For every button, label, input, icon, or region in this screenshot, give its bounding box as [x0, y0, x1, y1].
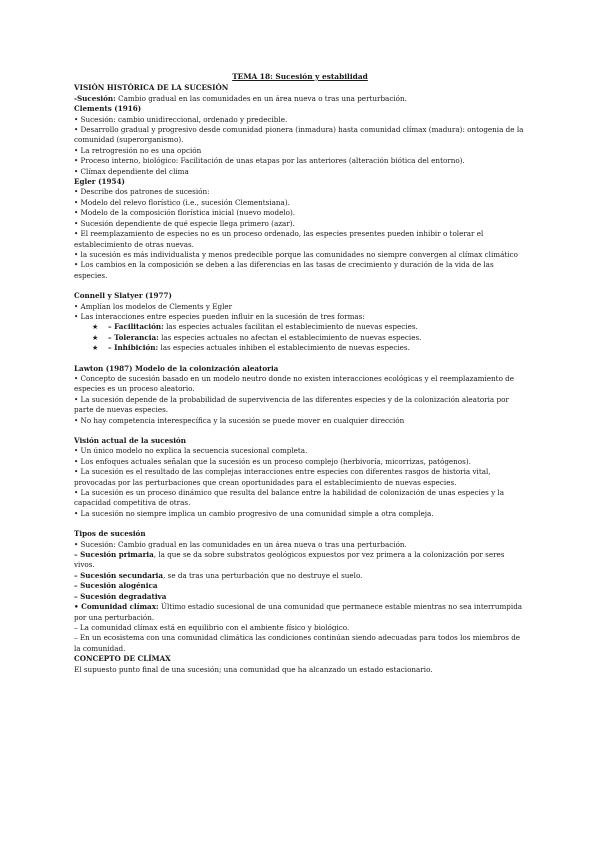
- list-item: • Proceso interno, biológico: Facilitación de unas etapas por las anteriores (alteración biótica del entorno).: [74, 156, 465, 166]
- list-item: • Un único modelo no explica la secuencia sucesional completa.: [74, 446, 308, 456]
- concepto-climax-text: El supuesto punto final de una sucesión; una comunidad que ha alcanzado un estado estacionario.: [74, 664, 433, 674]
- list-item: • La sucesión depende de la probabilidad de supervivencia de las diferentes especies y de la colonización aleatoria por parte de nuevas especies.: [74, 394, 509, 415]
- star-item-text: las especies actuales facilitan el establecimiento de nuevas especies.: [163, 322, 418, 332]
- list-item: • La sucesión es un proceso dinámico que resulta del balance entre la habilidad de colonización de unas especies y la capacidad competitiva de otras.: [74, 488, 505, 508]
- secundaria-label: – Sucesión secundaria: [74, 570, 164, 580]
- list-item: • Los cambios en la composición se deben a las diferencias en las tasas de crecimiento y duración de la vida de las especies.: [74, 260, 494, 280]
- sucesion-definition: [74, 94, 526, 104]
- list-item: • Sucesión: cambio unidireccional, ordenado y predecible.: [74, 114, 288, 124]
- sucesion-degradativa: – Sucesión degradativa: [74, 591, 167, 601]
- connell-heading: Connell y Slatyer (1977): [74, 291, 172, 301]
- star-icon: ★: [92, 343, 99, 353]
- list-item: • la sucesión es más individualista y menos predecible porque las comunidades no siempre convergen al clímax climático: [74, 249, 518, 259]
- star-item-text: las especies actuales inhiben el establecimiento de nuevas especies.: [158, 343, 410, 353]
- sucesion-primaria: [74, 550, 526, 571]
- list-item: • Los enfoques actuales señalan que la sucesión es un proceso complejo (herbivoría, micorrizas, patógenos).: [74, 456, 471, 466]
- star-item-text: las especies actuales no afectan el establecimiento de nuevas especies.: [158, 332, 422, 342]
- list-item: • Describe dos patrones de sucesión:: [74, 187, 210, 197]
- primaria-text: , la que se da sobre substratos geológicos expuestos por vez primera a la colonización por seres vivos.: [74, 550, 505, 570]
- comunidad-climax: [74, 602, 526, 623]
- climax-text: Último estadio sucesional de una comunidad que permanece estable mientras no sea interrumpida por una perturbación.: [74, 602, 523, 622]
- list-item: – En un ecosistema con una comunidad climática las condiciones continúan siendo adecuadas para todos los miembros de la comunidad.: [74, 633, 521, 653]
- climax-label: • Comunidad clímax:: [74, 602, 159, 612]
- list-item: • Desarrollo gradual y progresivo desde comunidad pionera (inmadura) hasta comunidad clímax (madura): ontogenia de la comunidad (superorganismo).: [74, 125, 524, 145]
- star-item-tolerancia: [74, 333, 526, 343]
- list-item: • Clímax dependiente del clima: [74, 166, 189, 176]
- star-item-facilitacion: [74, 322, 526, 332]
- sucesion-def-text: Cambio gradual en las comunidades en un área nueva o tras una perturbación.: [115, 93, 407, 103]
- star-icon: ★: [92, 332, 99, 342]
- vision-actual-heading: Visión actual de la sucesión: [74, 436, 186, 445]
- sucesion-alogenica: – Sucesión alogénica: [74, 581, 158, 591]
- list-item: • La retrogresión no es una opción: [74, 145, 202, 155]
- star-icon: ★: [92, 322, 99, 332]
- star-item-label: – Facilitación:: [108, 322, 164, 332]
- star-list: [74, 322, 526, 353]
- lawton-heading: Lawton (1987) Modelo de la colonización aleatoria: [74, 363, 279, 373]
- list-item: • Sucesión dependiente de qué especie llega primero (azar).: [74, 218, 295, 228]
- primaria-label: – Sucesión primaria: [74, 550, 154, 560]
- section-heading-historica: VISIÓN HISTÓRICA DE LA SUCESIÓN: [74, 83, 229, 93]
- star-item-inhibicion: [74, 343, 526, 353]
- list-item: • Las interacciones entre especies pueden influir en la sucesión de tres formas:: [74, 311, 365, 321]
- sucesion-def-label: -Sucesión:: [74, 93, 116, 103]
- page-title: TEMA 18: Sucesión y estabilidad: [232, 72, 368, 81]
- list-item: • Modelo de la composición florística inicial (nuevo modelo).: [74, 208, 296, 218]
- list-item: – La comunidad clímax está en equilibrio con el ambiente físico y biológico.: [74, 622, 350, 632]
- list-item: • Concepto de sucesión basado en un modelo neutro donde no existen interacciones ecológicas y el reemplazamiento de especies es un proceso aleatorio.: [74, 373, 515, 394]
- list-item: • La sucesión no siempre implica un cambio progresivo de una comunidad simple a otra compleja.: [74, 508, 434, 518]
- list-item: • No hay competencia interespecífica y la sucesión se puede mover en cualquier dirección: [74, 415, 405, 425]
- concepto-climax-heading: CONCEPTO DE CLÍMAX: [74, 654, 171, 664]
- list-item: • La sucesión es el resultado de las complejas interacciones entre especies con diferentes rasgos de historia vital, provocadas por las perturbaciones que crean oportunidades para el establecimiento de nuevas especies.: [74, 467, 491, 487]
- tipos-heading: Tipos de sucesión: [74, 529, 146, 539]
- secundaria-text: , se da tras una perturbación que no destruye el suelo.: [163, 570, 363, 580]
- list-item: • Sucesión: Cambio gradual en las comunidades en un área nueva o tras una perturbación.: [74, 539, 407, 549]
- sucesion-secundaria: [74, 571, 526, 581]
- star-item-label: – Inhibición:: [108, 343, 159, 353]
- egler-heading: Egler (1954): [74, 177, 125, 187]
- list-item: • El reemplazamiento de especies no es un proceso ordenado, las especies presentes pueden inhibir o tolerar el establecimiento de otras nuevas.: [74, 229, 484, 249]
- list-item: • Amplían los modelos de Clements y Egler: [74, 301, 233, 311]
- star-item-label: – Tolerancia:: [108, 332, 159, 342]
- clements-heading: Clements (1916): [74, 104, 142, 114]
- list-item: • Modelo del relevo florístico (i.e., sucesión Clementsiana).: [74, 197, 290, 207]
